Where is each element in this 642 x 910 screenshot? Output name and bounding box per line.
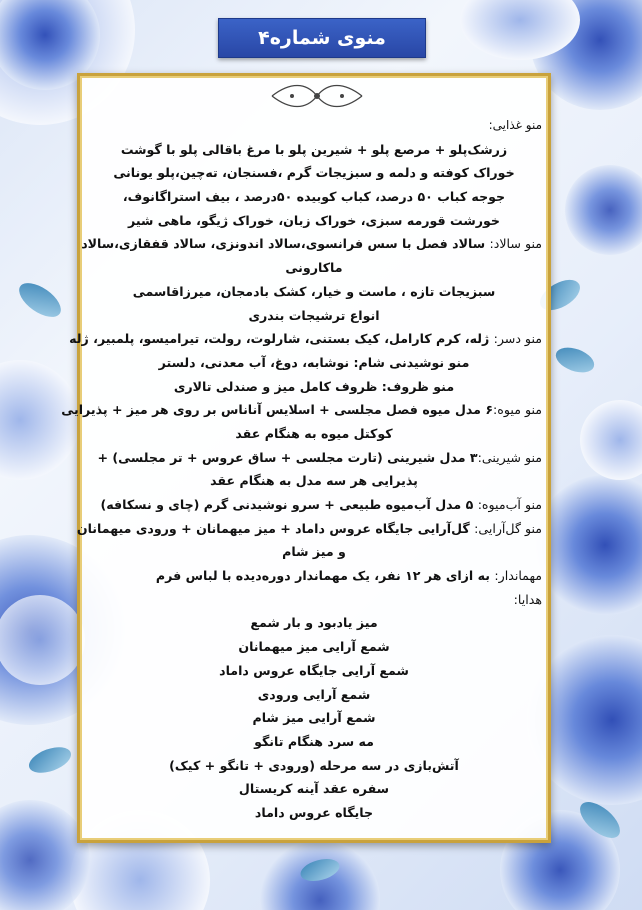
menu-line-label: منو غذایی: [488,118,542,132]
menu-line-text: شمع آرایی جایگاه عروس داماد [219,662,409,678]
menu-line-label: منو گل‌آرایی: [474,520,542,536]
menu-line [80,304,548,328]
menu-line-text: ماکارونی [285,260,343,276]
menu-line [80,422,548,446]
menu-line [80,375,548,399]
menu-line [80,564,548,588]
menu-line-text: آتش‌بازی در سه مرحله (ورودی + تانگو + کیک) [169,757,459,773]
menu-line [80,777,548,801]
menu-line [61,398,548,422]
menu-line-text: منو نوشیدنی شام: نوشابه، دوغ، آب معدنی، دلستر [158,354,470,370]
menu-line [80,635,548,659]
menu-line [80,801,548,825]
ornament-icon [270,80,364,112]
menu-line-text: جوجه کباب ۵۰ درصد، کباب کوبیده ۵۰درصد ، بیف استراگانوف، [122,189,506,205]
menu-line-label: هدایا: [513,591,542,607]
menu-line-text: به ازای هر ۱۲ نفر، یک مهماندار دوره‌دیده با لباس فرم [155,568,495,584]
menu-line-text: ۳ مدل شیرینی (تارت مجلسی + ساق عروس + تر مجلسی) + [97,449,478,465]
menu-line-label: منو سالاد: [489,236,542,252]
menu-line-text: انواع ترشیجات بندری [248,307,380,323]
menu-line-text: سبزیجات تازه ، ماست و خیار، کشک بادمجان، میرزاقاسمی [132,283,496,299]
menu-line-text: کوکتل میوه به هنگام عقد [235,425,393,441]
menu-line-text: خوراک کوفته و دلمه و سبزیجات گرم ،فسنجان، ته‌چین،پلو یونانی [113,165,515,181]
menu-line [80,706,548,730]
menu-line-label: منو دسر: [493,331,542,347]
menu-line-text: سفره عقد آینه کریستال [238,781,390,797]
menu-line-text: زرشک‌پلو + مرصع پلو + شیرین پلو با مرغ باقالی پلو با گوشت [120,141,508,157]
menu-line-text: منو ظروف: ظروف کامل میز و صندلی تالاری [173,378,455,394]
menu-content [61,114,548,832]
menu-line [80,185,548,209]
menu-line [80,611,548,635]
menu-line [80,280,548,304]
menu-line [80,138,548,162]
menu-line [80,351,548,375]
menu-line-text: شمع آرایی میز شام [252,710,376,726]
menu-line-text: ۶ مدل میوه فصل مجلسی + اسلایس آناناس بر روی هر میز + پذیرایی [61,402,494,418]
menu-line-text: خورشت قورمه سبزی، خوراک زبان، خوراک ژیگو، ماهی شیر [128,212,500,228]
menu-line-text: گل‌آرایی جایگاه عروس داماد + میز میهمانان + ورودی میهمانان [76,520,475,536]
menu-line-label: منو میوه: [493,402,542,418]
menu-line [80,659,548,683]
menu-line-label: منو شیرینی: [477,449,542,465]
menu-line-label: منو آب‌میوه: [477,497,542,512]
menu-line [80,446,548,470]
menu-line [76,517,548,541]
menu-line [80,161,548,185]
menu-line-text: میز یادبود و بار شمع [250,615,378,631]
menu-line [80,588,548,612]
menu-line [80,469,548,493]
menu-line [80,256,548,280]
menu-line-text: مه سرد هنگام تانگو [254,733,374,749]
menu-line-text: ۵ مدل آب‌میوه طبیعی + سرو نوشیدنی گرم (چای و نسکافه) [100,497,478,512]
menu-line [80,540,548,564]
menu-line [80,683,548,707]
menu-line-text: شمع آرایی میز میهمانان [238,639,390,655]
menu-line [69,327,548,351]
menu-line-text: ژله، کرم کارامل، کیک بستنی، شارلوت، رولت، تیرامیسو، پلمبیر، ژله [69,331,494,347]
menu-line-label: مهماندار: [494,568,542,584]
menu-line-text: جایگاه عروس داماد [254,804,374,820]
menu-line [80,493,548,517]
menu-frame [61,73,551,843]
menu-line-text: سالاد فصل با سس فرانسوی،سالاد اندونزی، سالاد قفقازی،سالاد [81,236,490,252]
menu-line [80,209,548,233]
menu-line-text: پذیرایی هر سه مدل به هنگام عقد [210,473,418,489]
menu-title: منوی شماره۴ [258,27,386,49]
menu-line [80,114,548,138]
menu-line-text: شمع آرایی ورودی [257,686,371,702]
menu-line-text: و میز شام [282,544,346,560]
menu-line [80,754,548,778]
menu-line [80,730,548,754]
menu-line [80,232,548,256]
menu-title-banner [218,18,426,58]
